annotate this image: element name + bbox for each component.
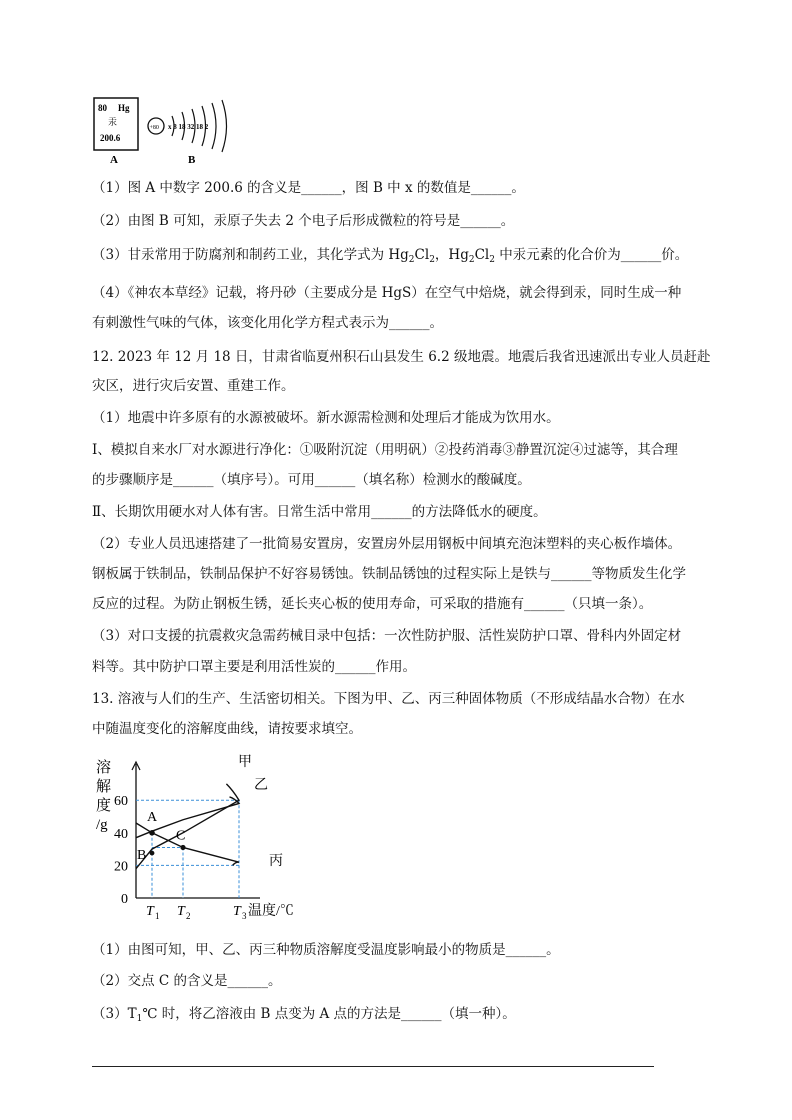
series-line-1 <box>136 784 239 869</box>
q11-p3-sub: 2 <box>489 255 495 265</box>
q12-line11: 料等。其中防护口罩主要是利用活性炭的______作用。 <box>92 659 416 675</box>
q11-part4-line1: （4）《神农本草经》记载，将丹砂（主要成分是 HgS）在空气中焙烧，就会得到汞，同时生成一种 <box>92 285 682 301</box>
element-symbol: Hg <box>118 103 130 113</box>
q11-part3 <box>92 245 688 270</box>
q11-p3-text: （3）甘汞常用于防腐剂和制药工业，其化学式为 Hg <box>92 247 409 263</box>
point-label-b: B <box>137 848 147 864</box>
series-label-yi: 乙 <box>254 778 268 793</box>
q12-line2: 灾区，进行灾后安置、重建工作。 <box>92 378 295 394</box>
element-name: 汞 <box>108 118 118 128</box>
atom-structure-svg <box>146 96 236 166</box>
solubility-chart-svg <box>88 750 318 925</box>
y-tick-label: 40 <box>114 826 128 842</box>
element-card-svg <box>92 96 142 166</box>
y-axis-label-char: /g <box>96 817 108 833</box>
atomic-number: 80 <box>98 103 107 113</box>
q11-p3-sub: 2 <box>429 255 435 265</box>
q11-p3-sub: 2 <box>408 255 415 265</box>
figure-label-a: A <box>110 154 118 166</box>
x-tick-subscript: 3 <box>242 911 247 921</box>
q12-line10: （3）对口支援的抗震救灾急需药械目录中包括：一次性防护服、活性炭防护口罩、骨科内外固定材 <box>92 628 682 644</box>
shell-electrons: x 8 18 32 18 2 <box>168 123 209 131</box>
solubility-chart <box>88 750 318 925</box>
q11-part2: （2）由图 B 可知，汞原子失去 2 个电子后形成微粒的符号是______。 <box>92 213 515 229</box>
q11-p3-sub: 2 <box>468 255 475 265</box>
nucleus-charge: +80 <box>149 125 159 131</box>
q12-line1: 12. 2023 年 12 月 18 日，甘肃省临夏州积石山县发生 6.2 级地震。地震后我省迅速派出专业人员赶赴 <box>92 349 711 365</box>
q13-part3 <box>92 1004 516 1029</box>
point-a <box>149 830 155 836</box>
q13-part1: （1）由图可知，甲、乙、丙三种物质溶解度受温度影响最小的物质是______。 <box>92 942 560 958</box>
q13-p3-text: （3）T <box>92 1006 137 1022</box>
q11-p3-text: Cl <box>474 247 490 263</box>
y-axis-label-char: 溶 <box>96 760 112 776</box>
q11-part4-line2: 有刺激性气味的气体，该变化用化学方程式表示为______。 <box>92 315 443 331</box>
y-axis-label-char: 度 <box>96 798 112 814</box>
series-label-jia: 甲 <box>238 755 252 770</box>
q13-p3-sub: 1 <box>136 1014 143 1024</box>
y-tick-label: 0 <box>121 892 128 907</box>
series-label-bing: 丙 <box>269 854 283 869</box>
point-label-a: A <box>147 809 158 825</box>
figure-label-b: B <box>188 154 196 166</box>
q13-part2: （2）交点 C 的含义是______。 <box>92 973 282 989</box>
q13-p3-text: ℃ 时，将乙溶液由 B 点变为 A 点的方法是______（填一种）。 <box>142 1006 516 1022</box>
q12-line9: 反应的过程。为防止钢板生锈，延长夹心板的使用寿命，可采取的措施有______（只填一条）。 <box>92 596 653 612</box>
q11-p3-text: Cl <box>414 247 430 263</box>
point-c <box>180 845 185 850</box>
q12-line4: Ⅰ、模拟自来水厂对水源进行净化：①吸附沉淀（用明矾）②投药消毒③静置沉淀④过滤等，其合理 <box>92 442 678 458</box>
x-tick-subscript: 1 <box>155 911 160 921</box>
x-axis-label: 温度/℃ <box>248 904 294 919</box>
y-tick-label: 60 <box>114 794 128 810</box>
atom-structure-figure <box>146 96 236 166</box>
atomic-mass: 200.6 <box>100 133 121 143</box>
point-b <box>150 851 155 856</box>
q12-line7: （2）专业人员迅速搭建了一批简易安置房，安置房外层用钢板中间填充泡沫塑料的夹心板作墙体。 <box>92 536 682 552</box>
x-tick-label: T <box>233 904 241 919</box>
y-axis-label-char: 解 <box>96 779 112 795</box>
q12-line6: Ⅱ、长期饮用硬水对人体有害。日常生活中常用______的方法降低水的硬度。 <box>92 504 547 520</box>
element-card-figure <box>92 96 142 166</box>
q11-p3-text: 中汞元素的化合价为______价。 <box>494 247 689 263</box>
q13-line2: 中随温度变化的溶解度曲线，请按要求填空。 <box>92 721 362 737</box>
y-tick-label: 20 <box>114 859 128 875</box>
x-tick-subscript: 2 <box>186 911 191 921</box>
point-label-c: C <box>176 828 186 844</box>
x-tick-label: T <box>146 904 154 919</box>
q12-line5: 的步骤顺序是______（填序号）。可用______（填名称）检测水的酸碱度。 <box>92 472 531 488</box>
q12-line8: 钢板属于铁制品，铁制品保护不好容易锈蚀。铁制品锈蚀的过程实际上是铁与______等物质发生化学 <box>92 566 686 582</box>
x-tick-label: T <box>177 904 185 919</box>
q12-line3: （1）地震中许多原有的水源被破坏。新水源需检测和处理后才能成为饮用水。 <box>92 410 560 426</box>
q11-part1: （1）图 A 中数字 200.6 的含义是______，图 B 中 x 的数值是______。 <box>92 180 525 196</box>
q11-p3-text: ，Hg <box>434 247 469 263</box>
bottom-rule <box>92 1066 654 1067</box>
q13-line1: 13. 溶液与人们的生产、生活密切相关。下图为甲、乙、丙三种固体物质（不形成结晶水合物）在水 <box>92 691 685 707</box>
